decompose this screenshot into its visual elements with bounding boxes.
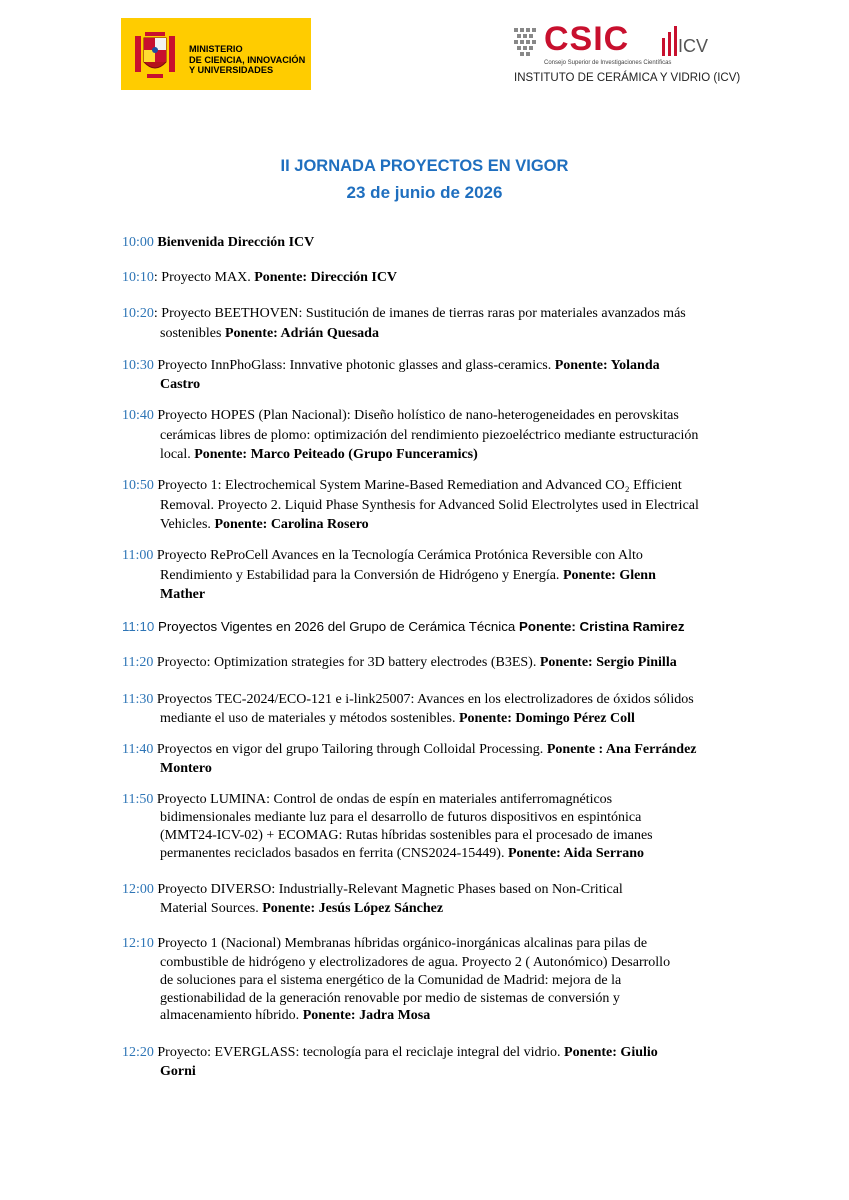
agenda-time: 10:00: [122, 235, 154, 250]
agenda-item: [122, 740, 770, 760]
agenda-time: 12:00: [122, 882, 154, 897]
ministry-name: [189, 44, 305, 76]
agenda-text-cont: permanentes reciclados basados en ferrita (CNS2024-15449). Ponente: Aida Serrano: [160, 846, 645, 861]
agenda-text-cont: Mather: [160, 587, 206, 602]
agenda-text-cont: gestionabilidad de la generación renovable por medio de sistemas de conversión y: [160, 991, 620, 1006]
agenda-time: 10:40: [122, 408, 154, 423]
agenda-item: [122, 233, 770, 253]
agenda-text-cont: mediante el uso de materiales y métodos sostenibles. Ponente: Domingo Pérez Coll: [160, 711, 635, 726]
agenda-time: 10:10: [122, 270, 154, 285]
agenda-item: [122, 1043, 770, 1063]
agenda-item: [122, 546, 770, 566]
agenda-time: 11:20: [122, 655, 154, 670]
ministry-line-3: Y UNIVERSIDADES: [189, 65, 274, 75]
agenda-text-cont: local. Ponente: Marco Peiteado (Grupo Funceramics): [160, 447, 478, 462]
agenda-text-cont: Rendimiento y Estabilidad para la Conversión de Hidrógeno y Energía. Ponente: Glenn: [160, 568, 656, 583]
agenda-item: [122, 934, 770, 954]
agenda-text: Proyecto 1 (Nacional) Membranas híbridas orgánico-inorgánicas alcalinas para pilas de: [157, 936, 648, 951]
agenda-text: Proyecto ReProCell Avances en la Tecnología Cerámica Protónica Reversible con Alto: [156, 548, 643, 563]
agenda-text-cont: Material Sources. Ponente: Jesús López Sánchez: [160, 901, 444, 916]
agenda-text-cont: (MMT24-ICV-02) + ECOMAG: Rutas híbridas sostenibles para el procesado de imanes: [160, 828, 653, 843]
agenda-text-cont: Castro: [160, 377, 201, 392]
agenda-item: [122, 268, 770, 288]
agenda-text-cont: combustible de hidrógeno y electrolizadores de agua. Proyecto 2 ( Autonómico) Desarrollo: [160, 955, 671, 970]
agenda-time: 11:00: [122, 548, 154, 563]
agenda-text: Proyecto: EVERGLASS: tecnología para el reciclaje integral del vidrio. Ponente: Giulio: [157, 1045, 658, 1060]
agenda-text-cont: Vehicles. Ponente: Carolina Rosero: [160, 517, 369, 532]
agenda-text-cont: cerámicas libres de plomo: optimización del rendimiento piezoeléctrico mediante estructuración: [160, 428, 699, 443]
agenda-time: 12:20: [122, 1045, 154, 1060]
agenda-text: Proyecto InnPhoGlass: Innvative photonic glasses and glass-ceramics. Ponente: Yolanda: [157, 358, 660, 373]
agenda-time: 12:10: [122, 936, 154, 951]
agenda-text-cont: Montero: [160, 761, 212, 776]
coat-of-arms-icon: [133, 28, 177, 82]
agenda-item: [122, 653, 770, 673]
agenda-text: Proyectos Vigentes en 2026 del Grupo de Cerámica Técnica Ponente: Cristina Ramirez: [158, 619, 685, 634]
csic-icv-logo: [512, 20, 741, 86]
agenda-item: [122, 880, 770, 900]
agenda-time: 11:30: [122, 692, 154, 707]
agenda-time: 11:40: [122, 742, 154, 757]
institute-name: INSTITUTO DE CERÁMICA Y VIDRIO (ICV): [514, 72, 741, 84]
agenda-text-cont: sostenibles Ponente: Adrián Quesada: [160, 326, 379, 341]
csic-subtitle: Consejo Superior de Investigaciones Científicas: [544, 60, 672, 66]
agenda-text: : Proyecto MAX. Ponente: Dirección ICV: [153, 270, 398, 285]
agenda-text: Proyecto DIVERSO: Industrially-Relevant Magnetic Phases based on Non-Critical: [157, 882, 623, 897]
ministry-line-2: DE CIENCIA, INNOVACIÓN: [189, 54, 306, 65]
agenda-text: Proyectos TEC-2024/ECO-121 e i-link25007: Avances en los electrolizadores de óxidos sólidos: [156, 692, 694, 707]
agenda-text: Proyecto: Optimization strategies for 3D battery electrodes (B3ES). Ponente: Sergio Pinilla: [156, 655, 677, 670]
agenda-time: 11:50: [122, 792, 154, 807]
agenda-time: 10:50: [122, 478, 154, 493]
ministry-logo: [121, 18, 311, 90]
agenda-item: [122, 617, 770, 637]
agenda-text: Proyectos en vigor del grupo Tailoring through Colloidal Processing. Ponente : Ana Ferrández: [156, 742, 697, 757]
agenda-item: [122, 690, 770, 710]
ministry-line-1: MINISTERIO: [189, 44, 243, 54]
agenda-text: Proyecto HOPES (Plan Nacional): Diseño holístico de nano-heterogeneidades en perovskitas: [157, 408, 679, 423]
icv-wordmark: ICV: [678, 36, 709, 56]
agenda-text: Bienvenida Dirección ICV: [157, 235, 315, 250]
csic-emblem-icon: [512, 26, 540, 60]
agenda-text-cont: almacenamiento híbrido. Ponente: Jadra Mosa: [160, 1008, 431, 1023]
agenda-text: Proyecto LUMINA: Control de ondas de espín en materiales antiferromagnéticos: [156, 792, 613, 807]
agenda-time: 10:20: [122, 306, 154, 321]
agenda-text: Proyecto 1: Electrochemical System Marine-Based Remediation and Advanced CO₂ Efficient: [157, 478, 682, 493]
agenda-item: [122, 790, 770, 810]
agenda-time: 11:10: [122, 619, 155, 634]
agenda-item: [122, 406, 770, 426]
agenda-text-cont: bidimensionales mediante luz para el desarrollo de futuros dispositivos en espintónica: [160, 810, 642, 825]
agenda-text: : Proyecto BEETHOVEN: Sustitución de imanes de tierras raras por materiales avanzados más: [153, 306, 686, 321]
agenda-text-cont: Gorni: [160, 1064, 196, 1079]
page-date: 23 de junio de 2026: [346, 183, 503, 202]
csic-wordmark: CSIC: [544, 20, 630, 58]
agenda-item: [122, 356, 770, 376]
agenda-item: [122, 476, 770, 496]
agenda-item: [122, 304, 770, 324]
agenda-text-cont: de soluciones para el sistema energético de la Comunidad de Madrid: mejora de la: [160, 973, 622, 988]
agenda-text-cont: Removal. Proyecto 2. Liquid Phase Synthesis for Advanced Solid Electrolytes used in Electrical: [160, 498, 699, 513]
agenda-time: 10:30: [122, 358, 154, 373]
page-title: II JORNADA PROYECTOS EN VIGOR: [280, 157, 569, 175]
